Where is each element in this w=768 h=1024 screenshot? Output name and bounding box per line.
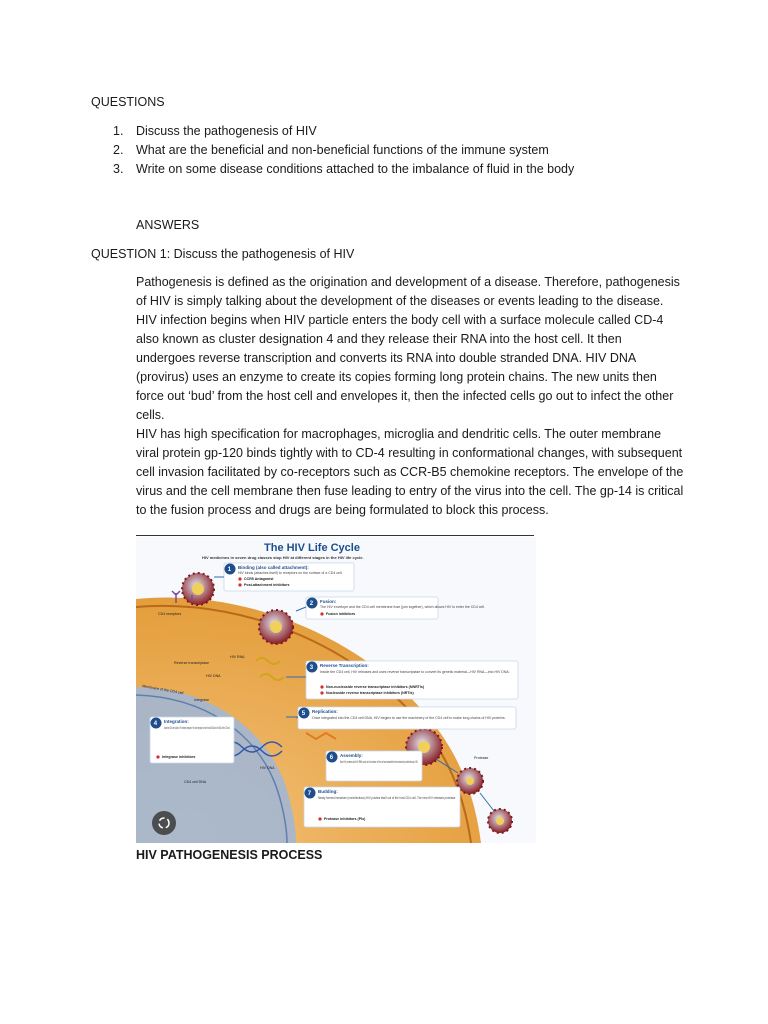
- paragraph-infection: HIV infection begins when HIV particle enters the body cell with a surface molecule called CD-4 also known as cluster designation 4 and they release their RNA into the host cell. It then undergoes reverse transcription and converts its RNA into double stranded DNA. HIV DNA (provirus) uses an enzyme to create its copies forming long protein chains. The new units then force out ‘bud’ from the host cell and envelopes it, then the infected cells go out to infect the other cells.: [136, 313, 674, 422]
- step-4-number: 4: [153, 721, 158, 727]
- label-integrase: Integrase: [194, 698, 209, 702]
- step-3-text: Inside the CD4 cell, HIV releases and uses reverse transcriptase to convert its genetic material—HIV RNA—into HIV DNA.: [320, 670, 510, 674]
- label-cd4-receptors: CD4 receptors: [158, 612, 182, 616]
- label-reverse-transcriptase: Reverse transcriptase: [174, 661, 209, 665]
- mature-virus-1: [457, 768, 483, 794]
- step-7-inhibitor-1: Protease inhibitors (PIs): [324, 817, 366, 822]
- step-2-text: The HIV envelope and the CD4 cell membrane fuse (join together), which allows HIV to enter the CD4 cell.: [320, 605, 485, 609]
- step-6-box: [326, 751, 422, 781]
- question1-heading: QUESTION 1: Discuss the pathogenesis of HIV: [91, 247, 355, 261]
- step-3-inhibitor-2: Nucleoside reverse transcriptase inhibitors (NRTIs): [326, 691, 414, 696]
- viewer-icon: [152, 811, 176, 835]
- step-7-number: 7: [307, 791, 312, 797]
- answer-body: [136, 273, 684, 520]
- step-1-inhibitor-2: Post-attachment inhibitors: [244, 583, 290, 588]
- step-5-text: Once integrated into the CD4 cell DNA, HIV begins to use the machinery of the CD4 cell to make long chains of HIV proteins.: [312, 716, 506, 720]
- step-2-number: 2: [309, 601, 314, 607]
- text-underline: [136, 535, 534, 536]
- label-cd4-cell-dna: CD4 cell DNA: [184, 780, 207, 784]
- question-text: Write on some disease conditions attached to the imbalance of fluid in the body: [136, 162, 575, 176]
- question-item: [113, 122, 574, 141]
- question-text: Discuss the pathogenesis of HIV: [136, 124, 317, 138]
- question-number: 2.: [113, 143, 124, 157]
- hiv-life-cycle-diagram: [136, 537, 536, 843]
- step-1-title: Binding (also called attachment):: [238, 565, 309, 570]
- figure-caption: HIV PATHOGENESIS PROCESS: [136, 848, 323, 862]
- step-2-inhibitor-1: Fusion inhibitors: [326, 612, 356, 617]
- step-7-box: [304, 787, 460, 827]
- paragraph-definition: Pathogenesis is defined as the origination and development of a disease. Therefore, pathogenesis of HIV is simply talking about the development of the diseases or events leading to the disease.: [136, 275, 680, 308]
- step-5-title: Replication:: [312, 709, 338, 714]
- answers-heading: ANSWERS: [136, 218, 200, 232]
- step-3-box: [306, 661, 518, 699]
- hiv-life-cycle-figure: [136, 537, 536, 843]
- question-text: What are the beneficial and non-beneficial functions of the immune system: [136, 143, 549, 157]
- questions-list: [113, 122, 574, 179]
- step-1-box: [224, 563, 354, 591]
- mature-virus-2: [488, 809, 512, 833]
- question-number: 3.: [113, 162, 124, 176]
- questions-heading: QUESTIONS: [91, 95, 165, 109]
- step-1-text: HIV binds (attaches itself) to receptors on the surface of a CD4 cell.: [238, 571, 343, 575]
- step-1-number: 1: [227, 567, 232, 573]
- figure-subtitle: HIV medicines in seven drug classes stop HIV at different stages in the HIV life cycle.: [202, 555, 364, 560]
- question-item: [113, 141, 574, 160]
- label-hiv-dna: HIV DNA: [206, 674, 221, 678]
- question-number: 1.: [113, 124, 124, 138]
- step-7-text: Newly formed immature (noninfectious) HIV pushes itself out of the host CD4 cell. The new HIV releases protease.: [318, 796, 457, 800]
- virus-particle-fusion: [259, 610, 293, 644]
- step-3-title: Reverse Transcription:: [320, 663, 369, 668]
- virus-particle-binding: [182, 573, 214, 605]
- label-membrane: Membrane of the CD4 cell: [141, 684, 184, 696]
- question-item: [113, 160, 574, 179]
- step-5-box: [298, 707, 516, 729]
- step-6-text: New HIV proteins and HIV RNA move to the surface of the cell and assemble into immature (noninfectious) HIV.: [340, 760, 419, 764]
- step-1-inhibitor-1: CCR5 Antagonist: [244, 577, 274, 582]
- label-hiv-dna-2: HIV DNA: [260, 766, 275, 770]
- paragraph-specification: HIV has high specification for macrophages, microglia and dendritic cells. The outer membrane viral protein gp-120 binds tightly with to CD-4 resulting in conformational changes, with subsequent cell invasion facilitated by co-receptors such as CCR-B5 chemokine receptors. The envelope of the virus and the cell membrane then fuse leading to entry of the virus into the cell. The gp-14 is critical to the fusion process and drugs are being formulated to block this process.: [136, 427, 684, 517]
- label-protease: Protease: [474, 756, 489, 760]
- step-6-number: 6: [329, 755, 334, 761]
- step-4-box: [150, 717, 234, 763]
- step-5-number: 5: [301, 711, 306, 717]
- step-3-number: 3: [309, 665, 314, 671]
- figure-title: The HIV Life Cycle: [264, 542, 360, 554]
- step-4-text: Inside the CD4 cell nucleus, HIV releases integrase. HIV uses integrase to insert its viral DNA into the DNA of the CD4 cell.: [164, 726, 231, 730]
- step-3-inhibitor-1: Non-nucleoside reverse transcriptase inhibitors (NNRTIs): [326, 685, 425, 690]
- step-7-title: Budding:: [318, 789, 338, 794]
- step-6-title: Assembly:: [340, 753, 363, 758]
- step-4-title: Integration:: [164, 719, 189, 724]
- step-4-inhibitor-1: Integrase inhibitors: [162, 755, 196, 760]
- step-2-title: Fusion:: [320, 599, 337, 604]
- label-hiv-rna: HIV RNA: [230, 655, 245, 659]
